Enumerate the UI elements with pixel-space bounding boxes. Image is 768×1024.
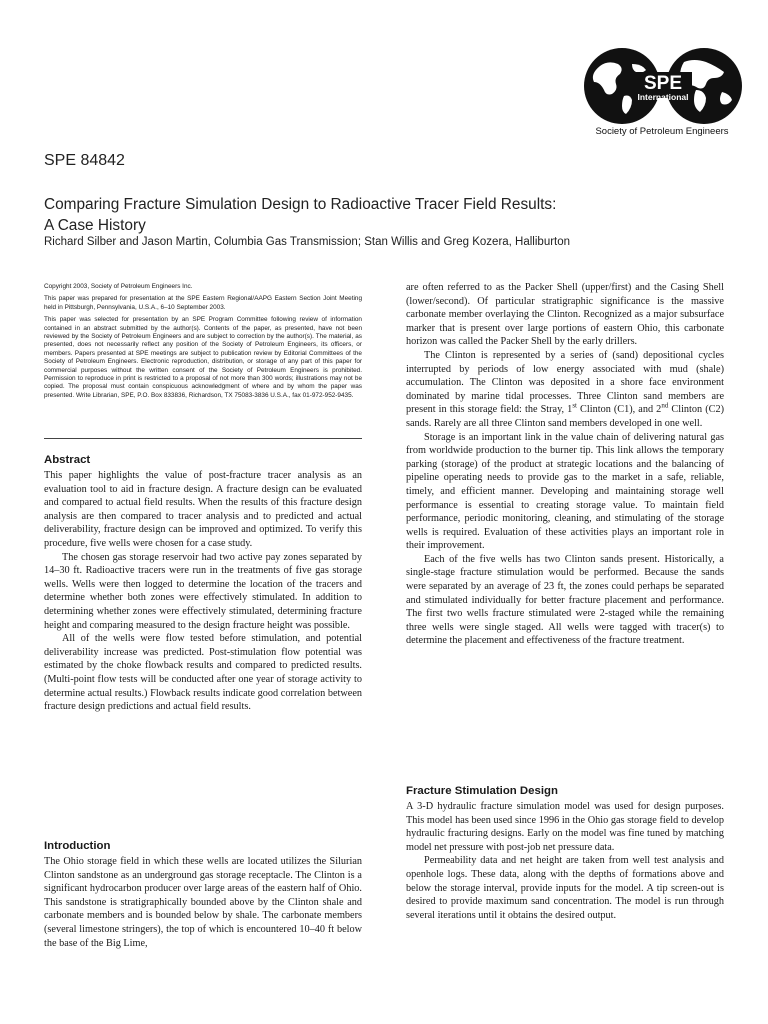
abstract-section bbox=[44, 454, 362, 714]
paper-title-line1: Comparing Fracture Simulation Design to Radioactive Tracer Field Results: bbox=[44, 196, 557, 213]
abstract-paragraph-3: All of the wells were flow tested before stimulation, and potential deliverability increase was predicted. Post-stimulation flow potential was estimated by the choke flowback results and compared to predicted results. (Multi-point flow tests will be conducted after one year of storage activity to determine actual results.) Flowback results indicate good correlation between fracture design predictions and actual field results. bbox=[44, 633, 362, 713]
paper-title bbox=[44, 194, 644, 236]
paper-number: SPE 84842 bbox=[44, 152, 125, 169]
logo-brand-sub: International bbox=[637, 92, 689, 102]
copyright-divider bbox=[44, 438, 362, 439]
spe-logo bbox=[572, 46, 752, 142]
clinton-text-a: The Clinton is represented by a series of (sand) depositional cycles interrupted by periods of low energy associated with mud (shale) accumulation. The Clinton was deposited in a shore face environment dominated by marine tidal processes. Three Clinton sand members are present in this storage field: the Stray, 1 bbox=[406, 349, 724, 416]
clinton-text-b: Clinton (C1), and 2 bbox=[576, 404, 662, 416]
fracture-design-heading: Fracture Stimulation Design bbox=[406, 785, 558, 797]
clinton-paragraph bbox=[406, 349, 724, 431]
stratigraphy-paragraph: are often referred to as the Packer Shell (upper/first) and the Casing Shell (lower/second). Of particular stratigraphic significance is the massive carbonate member overlaying the Clinton. Recognized as a major subsurface marker that is present over large portions of eastern Ohio, this carbonate horizon was called the Packer Shell by the early drillers. bbox=[406, 282, 724, 348]
superscript-nd: nd bbox=[661, 401, 669, 410]
clinton-text-c: Clinton (C2) sands. Rarely are all three Clinton sand members developed in one well. bbox=[406, 404, 725, 429]
introduction-paragraph-1: The Ohio storage field in which these wells are located utilizes the Silurian Clinton sandstone as an underground gas storage receptacle. The Clinton is a significant hydrocarbon producer over large areas of the eastern half of Ohio. This sandstone is stratigraphically bounded above by the Clinton shale and carbonate members and is bounded below by shale. The carbonate members (several limestone stringers), the top of which is encountered 10–40 ft below the base of the Big Lime, bbox=[44, 856, 362, 949]
fracture-design-paragraph-2: Permeability data and net height are taken from well test analysis and openhole logs. These data, along with the depths of formations above and below the storage interval, provide inputs for the model. A tip screen-out is desired to provide maximum sand concentration. The model is run through several iterations until it obtains the desired output. bbox=[406, 855, 724, 921]
fracture-design-section bbox=[406, 785, 724, 922]
introduction-section bbox=[44, 840, 362, 950]
abstract-paragraph-1: This paper highlights the value of post-fracture tracer analysis as an evaluation tool to aid in fracture design. A fracture design can be evaluated and compared to actual field results. When the results of this fracture design analysis are then compared to tracer analysis and to predicted and actual deliverability, fracture design can be improved and optimized. To verify this procedure, five wells were chosen for a case study. bbox=[44, 470, 362, 549]
copyright-line: Copyright 2003, Society of Petroleum Engineers Inc. bbox=[44, 283, 193, 290]
fracture-design-paragraph-1: A 3-D hydraulic fracture simulation model was used for design purposes. This model has been used since 1996 in the Ohio gas storage field to develop hydraulic fracturing designs. Early on the model was fine tuned by matching model net pressure with post-job net pressure data. bbox=[406, 801, 724, 853]
logo-caption: Society of Petroleum Engineers bbox=[595, 126, 729, 137]
paper-title-line2: A Case History bbox=[44, 217, 146, 234]
presentation-note: This paper was prepared for presentation at the SPE Eastern Regional/AAPG Eastern Section Joint Meeting held in Pittsburgh, Pennsylvania, U.S.A., 6–10 September 2003. bbox=[44, 295, 362, 311]
logo-brand: SPE bbox=[643, 73, 683, 94]
introduction-heading: Introduction bbox=[44, 840, 111, 852]
globe-logo-icon bbox=[572, 46, 752, 126]
authors: Richard Silber and Jason Martin, Columbia Gas Transmission; Stan Willis and Greg Kozera, Halliburton bbox=[44, 236, 571, 248]
right-column bbox=[406, 281, 724, 648]
storage-paragraph: Storage is an important link in the value chain of delivering natural gas from worldwide production to the burner tip. This link allows the temporary parking (storage) of the product at strategic locations and the balancing of pipeline operating needs to provide gas to the market in a safe, reliable, timely, and efficient manner. Developing and maintaining storage well performance is essential to creating storage value. To maintain field performance, periodic monitoring, cleaning, and stimulating of the storage wells is required. Evaluation of these activities plays an important role in their improvement. bbox=[406, 431, 724, 552]
abstract-heading: Abstract bbox=[44, 454, 91, 466]
superscript-st: st bbox=[572, 401, 577, 410]
abstract-paragraph-2: The chosen gas storage reservoir had two active pay zones separated by 14–30 ft. Radioactive tracers were run in the treatments of five gas storage wells. Wells were then logged to determine the location of the tracers and determine whether both zones were effectively stimulated. In addition to determining whether zones were effectively stimulated, determining fracture height and comparing measured to the design fracture height was possible. bbox=[44, 551, 362, 631]
review-notice: This paper was selected for presentation by an SPE Program Committee following review of information contained in an abstract submitted by the author(s). Contents of the paper, as presented, have not been reviewed by the Society of Petroleum Engineers and are subject to correction by the author(s). The material, as presented, does not necessarily reflect any position of the Society of Petroleum Engineers, its officers, or members. Papers presented at SPE meetings are subject to publication review by Editorial Committees of the Society of Petroleum Engineers. Electronic reproduction, distribution, or storage of any part of this paper for commercial purposes without the written consent of the Society of Petroleum Engineers is prohibited. Permission to reproduce in print is restricted to a proposal of not more than 300 words; illustrations may not be copied. The proposal must contain conspicuous acknowledgment of where and by whom the paper was presented. Write Librarian, SPE, P.O. Box 833836, Richardson, TX 75083-3836 U.S.A., fax 01-972-952-9435. bbox=[44, 316, 362, 399]
wells-paragraph: Each of the five wells has two Clinton sands present. Historically, a single-stage fracture stimulation would be performed. Because the sands were separated by an average of 23 ft, the zones could perhaps be separated and stimulated individually for better fracture placement and performance. The first two wells fracture stimulated were 2-staged while the remaining three wells were single staged. All wells were tagged with tracer(s) to determine the placement and effectiveness of the fracture treatment. bbox=[406, 553, 724, 647]
left-column bbox=[44, 283, 362, 404]
